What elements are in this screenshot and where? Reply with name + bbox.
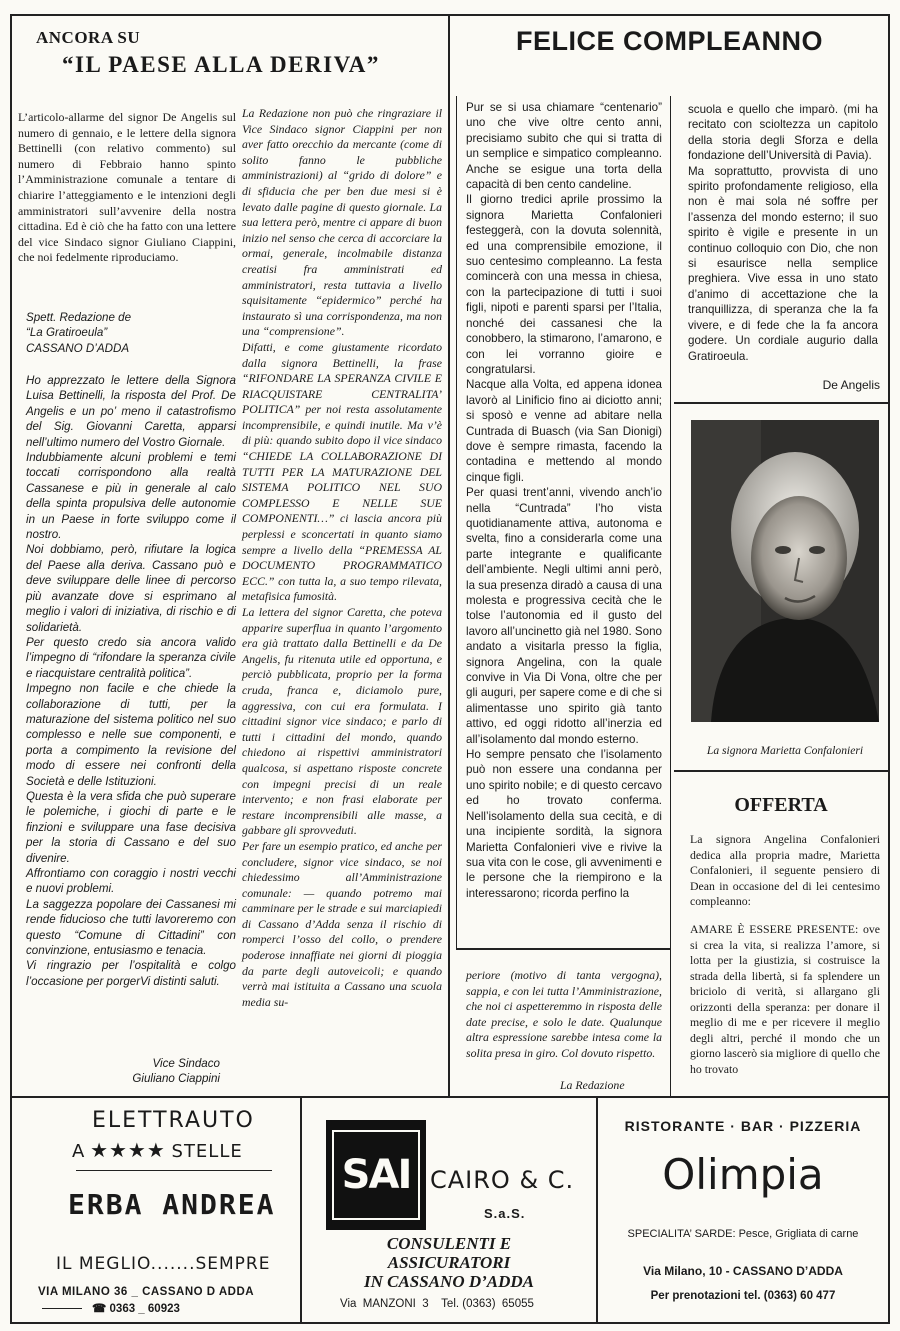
birthday-paragraph: Per quasi trent’anni, vivendo anch’io nella “Cuntrada” l’ho vista quotidianamente attiva, autonoma e svelta, fino a considerarla come una parte integrante e qualificante dell’ambiente. Negli ultimi anni però, la sua presenza diradò a causa di una molesta e progressiva cecità che le tolse l’autonomia ed il gusto del lavoro all’uncinetto già nel 1980. Sono andato a visitarla presso la figlia, signora Angelina, con la quale convive in Via Di Vona, oltre che per gli auguri, per sapere come e di che si alimentasse uno spirito già tanto attivo, ed oggi ridotto all’inerzia ed all’isolamento dal mondo esterno.	[466, 486, 662, 746]
letter-paragraph: Impegno non facile e che chiede la collaborazione di tutti, per la maturazione del sistema politico nel suo complesso e nelle sue componenti, e porta a compimento la revisione del modo di essere nei confronti della Società e delle Istituzioni.	[26, 682, 236, 788]
sai-logo	[326, 1120, 426, 1230]
address-line: CASSANO D’ADDA	[26, 341, 130, 355]
redazione-paragraph: Per fare un esempio pratico, ed anche per concludere, signor vice sindaco, se noi chiedessimo all’Amministrazione comunale: — quando potremo mai camminare per le strade e sui marciapiedi di Cassano d’Adda senza il rischio di romperci l’osso del collo, o prendere poderose innaffiate nei giorni di pioggia da parte degli autoveicoli; e quando verrà mai istituita a Cassano una scuola media su-	[242, 838, 442, 1009]
letter-paragraph: Ho apprezzato le lettere della Signora Luisa Bettinelli, la risposta del Prof. De Angelis e un po’ meno il catastrofismo del Sig. Giovanni Caretta, apparsi nell’ultimo numero del Vostro Giornale.	[26, 374, 236, 449]
ad-olimpia	[598, 1098, 888, 1322]
article-intro: L’articolo-allarme del signor De Angelis sul numero di gennaio, e le lettere della signora Bettinelli (con relativo commento) sul numero di Febbraio hanno spinto l’Amministrazione comunale a tentare di chiarire l’atteggiamento e le intenzioni degli amministratori sull’avvenire della nostra cittadina. Ed è ciò che ha fatto con una lettere del vice Sindaco signor Giuliano Ciappini, che noi fedelmente riproduciamo.	[18, 110, 236, 265]
birthday-paragraph: Ma soprattutto, provvista di uno spirito profondamente religioso, ella non è mai sola né soffre per l’assenza del mondo esterno; il suo spirito è vigile e presente in un continuo colloquio con Dio, che non si esaurisce nella semplice preghiera. Vive essa in uno stato d’animo di accettazione che la tranquillizza, di speranza che la fa vivere, e di fede che la fa ancora godere. Un cordiale augurio dalla Gratiroeula.	[688, 164, 878, 363]
ad-olimpia-name: Olimpia	[662, 1150, 824, 1199]
ad-elettrauto-rule	[76, 1170, 272, 1171]
birthday-column-2	[688, 102, 878, 364]
redazione-paragraph: La lettera del signor Caretta, che poteva apparire superflua in quanto l’argomento era già trattato dalla Bettinelli e da De Angelis, fu ritenuta utile ed opportuna, e perciò pubblicata, proprio per la forma cruda, franca e, diciamolo pure, aggressiva, con cui era formulata. I cittadini signor vice sindaco; e parlo di tutti i cittadini del mondo, quando chiedono ai rispettivi amministratori qualcosa, si aspettano risposte concrete con impegni precisi di un reale intervento; e non frasi elaborate per restare incomprensibili alle masse, a gabbare gli sprovveduti.	[242, 605, 442, 838]
birthday-paragraph: Pur se si usa chiamare “centenario” uno che vive oltre cento anni, precisiamo subito che qui si tratta di un semplice e simpatico compleanno. Anche se esigue una torta della capacità di ben cento candeline.	[466, 101, 662, 192]
ad-elettrauto-stars	[72, 1138, 243, 1162]
letter-address	[26, 310, 236, 356]
ad-olimpia-specialita: SPECIALITA’ SARDE: Pesce, Grigliata di carne	[627, 1228, 859, 1240]
box-rule-right	[670, 96, 671, 1096]
box-rule-photo-top	[674, 402, 888, 404]
letter-signature	[100, 1056, 220, 1087]
ad-sai	[302, 1098, 596, 1322]
offerta-poem: AMARE È ESSERE PRESENTE: ove si crea la vita, si realizza l’amore, si lotta per la giustizia, si costruisce la strada della libertà, si fa splendere un briciolo di verità, si allargano gli orizzonti della speranza: per donare il meglio di me e per ricevere il meglio degli altri, perché il mondo che un giorno lascerò sia migliore di quello che ho trovato	[690, 922, 881, 1076]
ad-elettrauto-rule-2	[42, 1308, 82, 1309]
letter-body	[26, 373, 236, 989]
ad-sai-tagline	[302, 1234, 596, 1291]
ad-olimpia-address: Via Milano, 10 - CASSANO D’ADDA	[643, 1264, 843, 1278]
birthday-signature: De Angelis	[822, 378, 880, 392]
ad-sai-name: CAIRO & C.	[430, 1166, 575, 1194]
page-border-right	[888, 14, 890, 1324]
birthday-paragraph: Ho sempre pensato che l’isolamento può non essere una condanna per uno spirito nobile; e di questo cercavo ed ho trovato conferma. Nell’isolamento della sua cecità, e di una incipiente sordità, la signora Marietta Confalonieri vive e rivive la sua vita con le cose, gli avvenimenti e le persone che la riempirono e la interessarono; ricorda perfino la	[466, 748, 662, 900]
ad-olimpia-booking: Per prenotazioni tel. (0363) 60 477	[650, 1290, 836, 1302]
ad-elettrauto-phone-number: 0363 _ 60923	[109, 1303, 180, 1315]
redazione-paragraph: Difatti, e come giustamente ricordato dalla signora Bettinelli, la frase “RIFONDARE LA SPERANZA CIVILE E RIACQUISTARE CENTRALITA’ POLITICA” per noi resta assolutamente incomprensibile, e quindi inutile. Ma v’è di più: quando subito dopo il vice sindaco “CHIEDE LA COLLABORAZIONE DI TUTTI PER LA MATURAZIONE DEL SISTEMA POLITICO NEL SUO COMPLESSO E NELLE SUE COMPONENTI…” ci lascia ancora più perplessi e sconcertati in quanto siamo sempre a livello della “PREMESSA AL DOCUMENTO PROGRAMMATICO ECC.” con tutta la, a suo tempo rilevata, metafisica fumosità.	[242, 339, 442, 604]
ad-elettrauto-a: A	[72, 1141, 85, 1162]
offerta-intro: La signora Angelina Confalonieri dedica alla propria madre, Marietta Confalonieri, il seguente pensiero di Dean in occasione del di lei centesimo compleanno:	[690, 832, 880, 908]
ad-sai-type: S.a.S.	[484, 1206, 526, 1221]
ad-elettrauto-phone	[92, 1301, 180, 1315]
ad-olimpia-header: RISTORANTE · BAR · PIZZERIA	[624, 1118, 862, 1134]
birthday-paragraph: scuola e quello che imparò. (mi ha recitato con scioltezza un capitolo della storia degli Sforza e della fondazione dell’Università di Pavia).	[688, 103, 878, 163]
ad-elettrauto-name: ERBA ANDREA	[68, 1188, 276, 1221]
ad-elettrauto-stelle: STELLE	[171, 1141, 243, 1162]
redazione-column	[242, 106, 442, 1010]
phone-icon: ☎	[92, 1303, 107, 1315]
sai-logo-text: SAI	[341, 1152, 411, 1198]
letter-paragraph: Affrontiamo con coraggio i nostri vecchi e nuovi problemi.	[26, 867, 236, 896]
ad-sai-address: Via MANZONI 3 Tel. (0363) 65055	[340, 1298, 534, 1310]
ad-sai-line1: CONSULENTI E	[386, 1234, 512, 1253]
signature-name: Giuliano Ciappini	[132, 1072, 220, 1086]
redazione-paragraph: La Redazione non può che ringraziare il Vice Sindaco signor Ciappini per non aver fatto orecchio da mercante (come di solito fanno le pubbliche amministrazioni) al “grido di dolore” e di sfiducia che per ben due mesi si è levato dalle pagine di questo giornale. La sua lettera però, mentre ci appare di buon inizio nel senso che cerca di accorciare la ormai, generale, incolmabile distanza creatisi fra amministrati ed amministratori, resta tuttavia a livello squisitamente “epidermico” perché ha instaurato sì una corrispondenza, ma non una “comprensione”.	[242, 106, 442, 339]
signature-role: Vice Sindaco	[152, 1057, 220, 1070]
letter-paragraph: Per questo credo sia ancora valido l’impegno di “rifondare la speranza civile e riacquistare centralità politica”.	[26, 635, 236, 680]
portrait-photo	[691, 420, 879, 722]
ad-sai-line2: ASSICURATORI	[387, 1253, 511, 1272]
redazione-signature: La Redazione	[560, 1078, 625, 1092]
page-border-bottom	[10, 1322, 890, 1324]
ad-elettrauto-slogan: IL MEGLIO.......SEMPRE	[56, 1254, 271, 1274]
letter-paragraph: Vi ringrazio per l’ospitalità e colgo l’occasione per porgerVi distinti saluti.	[26, 959, 236, 988]
ad-elettrauto-line1: ELETTRAUTO	[92, 1108, 255, 1133]
letter-paragraph: Questa è la vera sfida che può superare le polemiche, i giochi di parte e le finzioni e sviluppare una fase decisiva per la storia di Cassano e del suo divenire.	[26, 789, 236, 865]
letter-paragraph: Noi dobbiamo, però, rifiutare la logica del Paese alla deriva. Cassano può e deve sviluppare delle linee di percorso più avanzate dove si esprimano al meglio i valori di iniziativa, di rischio e di solidarietà.	[26, 543, 236, 634]
box-rule-left	[456, 96, 457, 948]
page-border-top	[10, 14, 890, 16]
article-headline: “IL PAESE ALLA DERIVA”	[62, 52, 380, 77]
ad-elettrauto-address: VIA MILANO 36 _ CASSANO D ADDA	[38, 1286, 255, 1298]
birthday-column-1	[466, 100, 662, 901]
birthday-paragraph: Il giorno tredici aprile prossimo la signora Marietta Confalonieri festeggerà, con la dovuta solennità, ed una comprensibile emozione, il suo centesimo compleanno. La festa comincerà con una messa in chiesa, con la partecipazione di tutti i suoi figli, nipoti e parenti sparsi per l’Italia, nonché dei cassanesi che la conobbero, la stimarono, l’amarono, e con lei vorranno gioire e congratularsi.	[466, 193, 662, 376]
sai-logo-frame	[332, 1130, 420, 1220]
column-divider	[448, 16, 450, 1096]
address-line: Spett. Redazione de	[26, 311, 132, 324]
article-kicker: ANCORA SU	[36, 28, 141, 47]
portrait-illustration	[691, 420, 879, 722]
ad-elettrauto	[12, 1098, 300, 1322]
birthday-headline: FELICE COMPLEANNO	[516, 26, 824, 56]
redazione-continuation: periore (motivo di tanta vergogna), sappia, e con lei tutta l’Amministrazione, che noi ci aspetteremmo in risposta delle date precise, e solo le date. Qualunque altra espressione sarebbe intesa come la solita presa in giro. Col dovuto rispetto.	[466, 968, 662, 1060]
photo-caption: La signora Marietta Confalonieri	[706, 744, 864, 757]
box-rule-bottom	[456, 948, 670, 950]
star-icon: ★★★★	[90, 1138, 166, 1162]
letter-paragraph: Indubbiamente alcuni problemi e temi toccati corrispondono alla realtà Cassanese e più in generale al calo della spinta propulsiva delle autonomie in un Paese in forte sviluppo come il nostro.	[26, 451, 236, 542]
ad-sai-line3: IN CASSANO D’ADDA	[363, 1272, 535, 1291]
box-rule-offerta-top	[674, 770, 888, 772]
letter-paragraph: La saggezza popolare dei Cassanesi mi rende fiducioso che tutti lavoreremo con questo “Comune di Cittadini” con convinzione, entusiasmo e tenacia.	[26, 897, 236, 958]
birthday-paragraph: Nacque alla Volta, ed appena idonea lavorò al Linificio fino ai diciotto anni; si sposò e venne ad abitare nella Cuntrada di Buasch (via San Dionigi) dove è sempre rimasta, facendo la contadina e mettendo al mondo cinque figli.	[466, 378, 662, 484]
offerta-title: OFFERTA	[734, 794, 828, 816]
address-line: “La Gratiroeula”	[26, 326, 108, 340]
